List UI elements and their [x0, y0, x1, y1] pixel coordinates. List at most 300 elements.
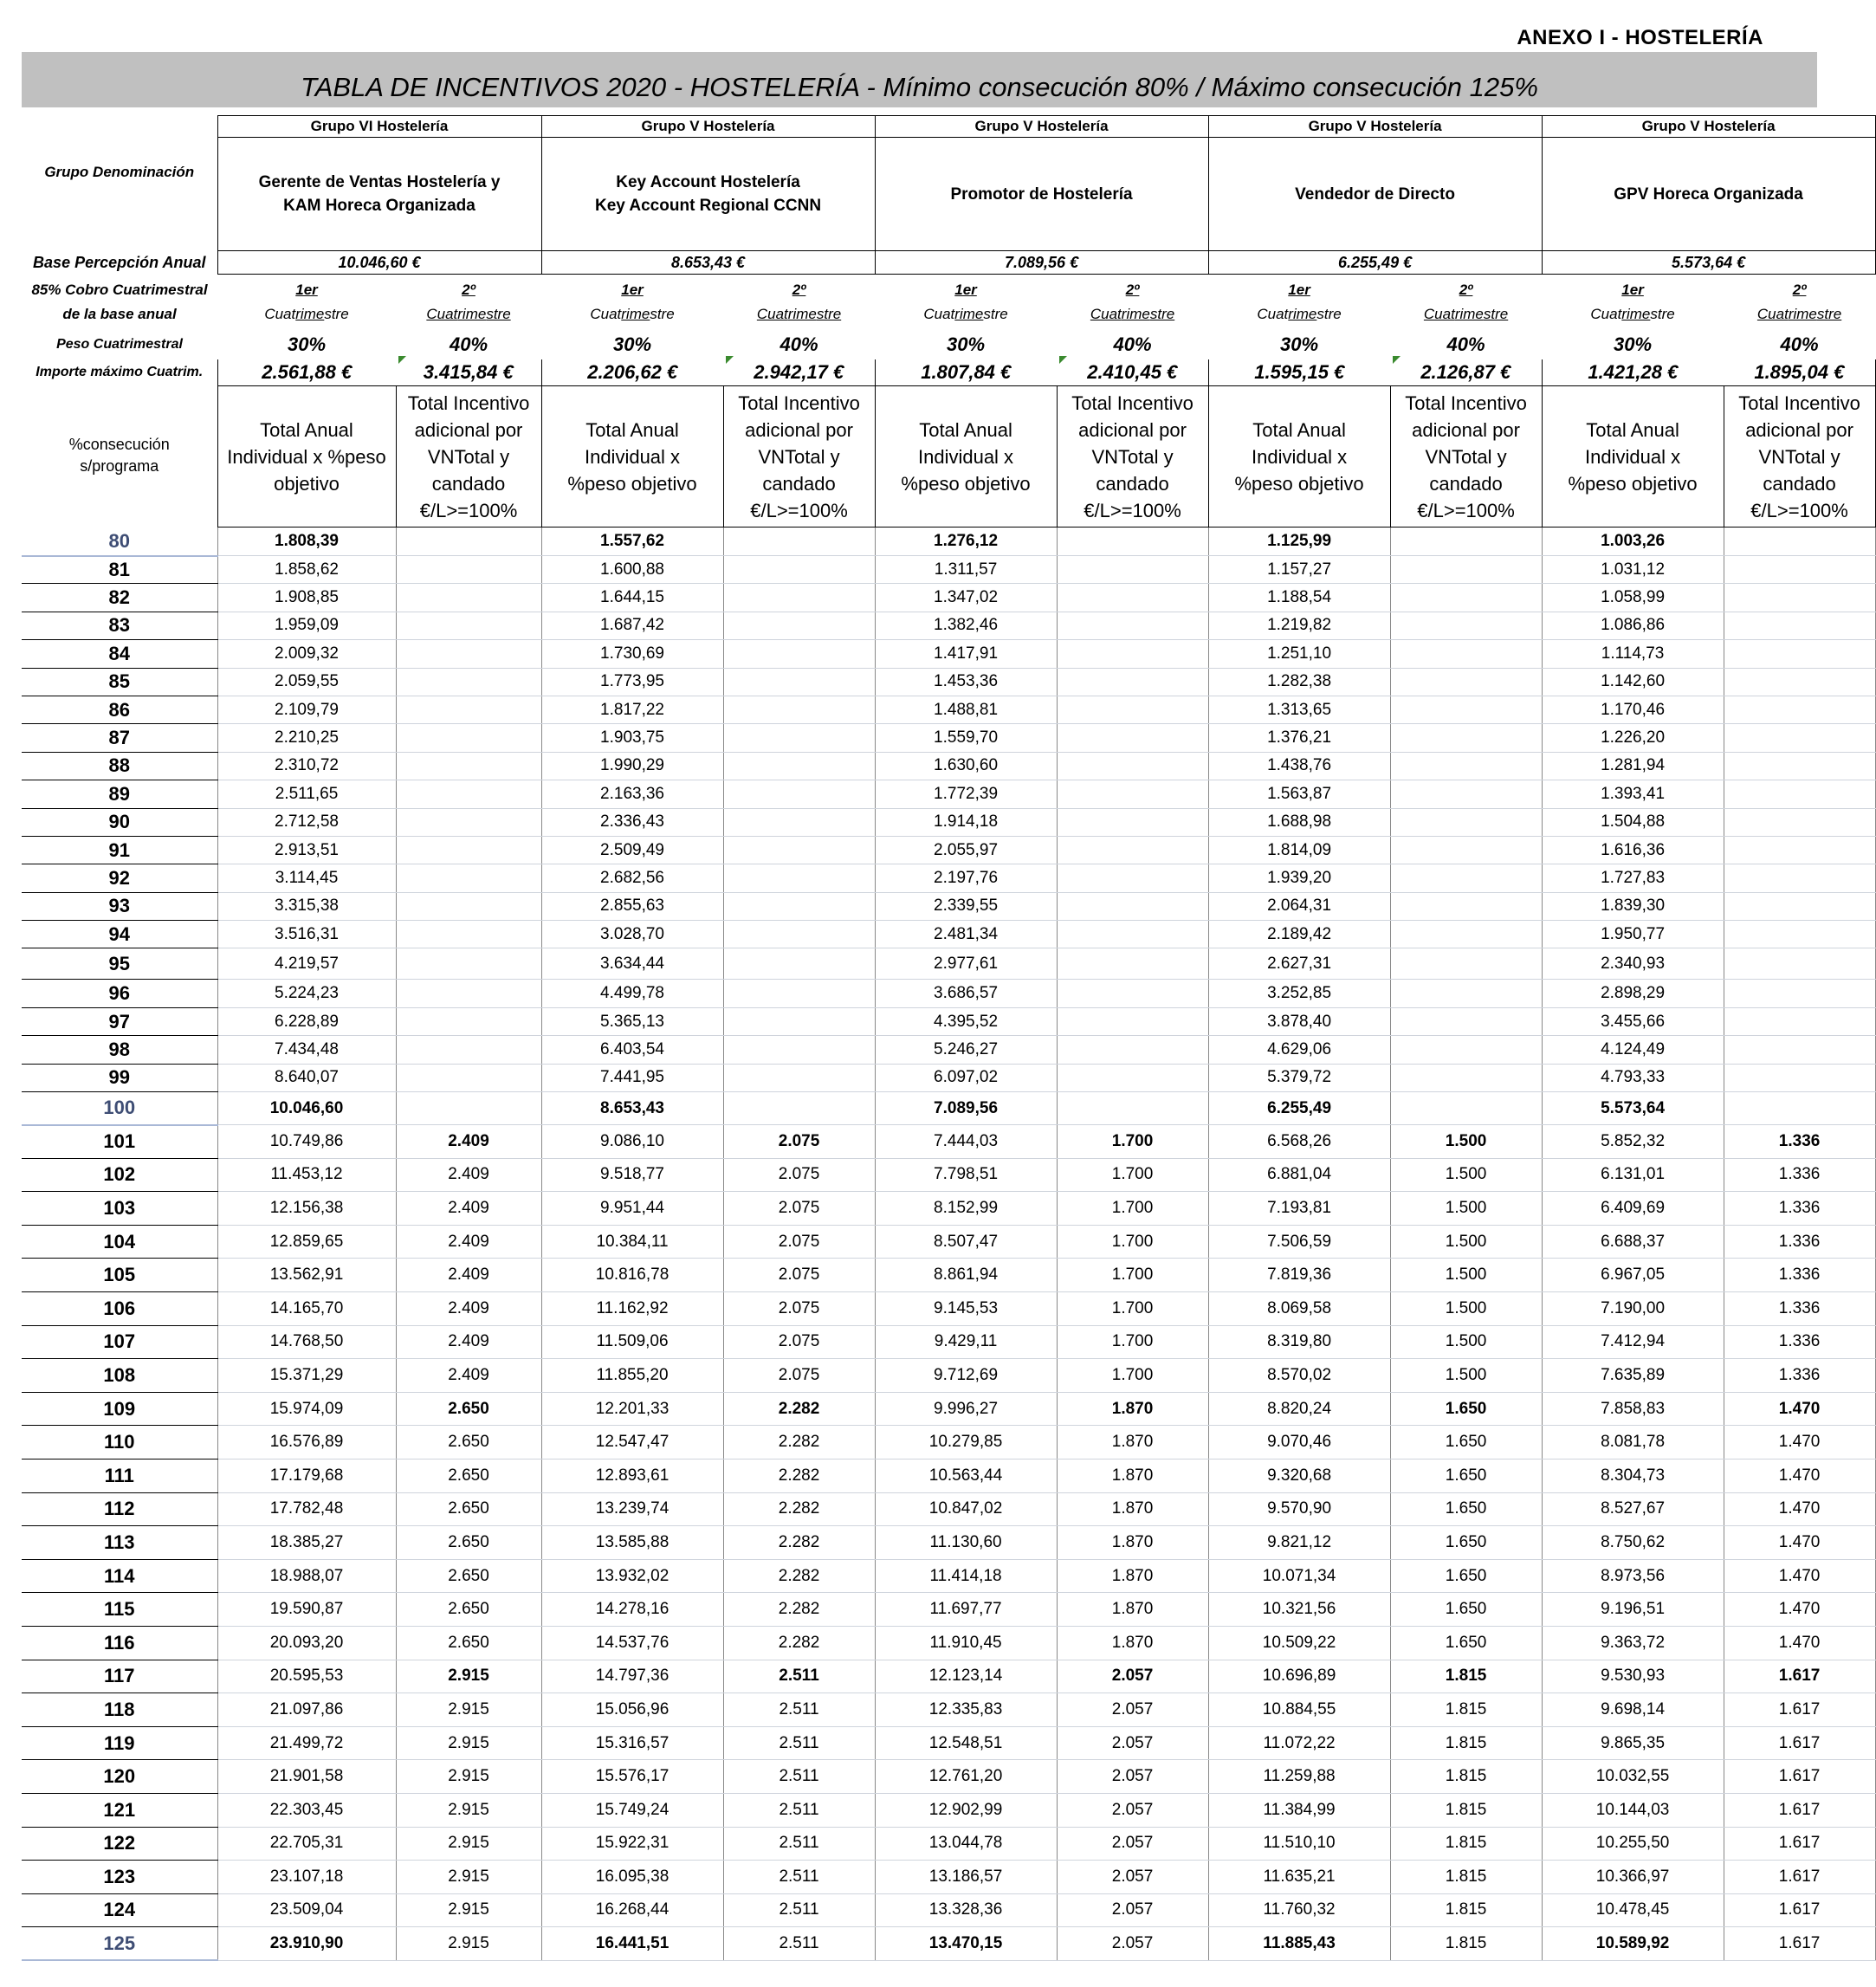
table-cell: 1.563,87	[1208, 780, 1390, 808]
table-cell: 1.730,69	[541, 640, 723, 668]
table-cell: 2.650	[396, 1426, 541, 1460]
table-cell: 2.057	[1057, 1861, 1208, 1894]
table-cell: 12.761,20	[875, 1760, 1057, 1794]
table-cell	[1390, 1036, 1542, 1064]
table-cell: 5.224,23	[217, 980, 396, 1007]
table-cell: 6.255,49	[1208, 1092, 1390, 1125]
word-part: rime	[787, 306, 817, 322]
table-cell: 15.316,57	[541, 1726, 723, 1760]
word-part: Cuat	[1090, 306, 1122, 322]
table-cell: 2.064,31	[1208, 892, 1390, 920]
table-cell: 15.371,29	[217, 1359, 396, 1393]
table-cell: 21.901,58	[217, 1760, 396, 1794]
row-percent-label: 100	[22, 1092, 217, 1125]
table-row	[22, 1459, 1875, 1492]
table-cell: 2.650	[396, 1459, 541, 1492]
header-line: adicional por	[1078, 418, 1187, 441]
base-value: 6.255,49 €	[1208, 251, 1542, 275]
table-cell: 10.144,03	[1542, 1793, 1724, 1827]
table-row	[22, 1559, 1875, 1593]
header-line: €/L>=100%	[750, 499, 848, 521]
table-cell	[396, 921, 541, 948]
table-cell	[1724, 780, 1875, 808]
row-percent-label: 122	[22, 1827, 217, 1861]
table-cell: 10.071,34	[1208, 1559, 1390, 1593]
table-cell: 1.617	[1724, 1927, 1875, 1961]
table-cell: 2.059,55	[217, 668, 396, 696]
table-cell	[1057, 584, 1208, 612]
cuatrimestre-cell	[1390, 275, 1542, 331]
peso-value: 40%	[449, 333, 488, 355]
table-cell: 10.563,44	[875, 1459, 1057, 1492]
row-percent-label: 87	[22, 724, 217, 752]
table-cell: 13.562,91	[217, 1259, 396, 1292]
row-percent-label: 109	[22, 1392, 217, 1426]
table-cell	[1390, 668, 1542, 696]
table-cell: 1.903,75	[541, 724, 723, 752]
word-part: rime	[1121, 306, 1150, 322]
table-cell: 1.311,57	[875, 556, 1057, 584]
table-cell	[1390, 696, 1542, 723]
table-cell: 2.977,61	[875, 948, 1057, 980]
table-cell: 2.409	[396, 1192, 541, 1226]
row-percent-label: 125	[22, 1927, 217, 1961]
word-part: Cuat	[264, 306, 296, 322]
table-cell: 2.075	[723, 1292, 875, 1326]
table-cell: 2.511	[723, 1726, 875, 1760]
table-cell	[723, 696, 875, 723]
table-cell: 1.336	[1724, 1292, 1875, 1326]
header-line: candado	[1096, 472, 1169, 495]
incentive-table	[22, 115, 1876, 1961]
table-row	[22, 527, 1875, 556]
table-cell: 12.893,61	[541, 1459, 723, 1492]
consecucion-line: s/programa	[80, 457, 159, 475]
table-cell: 1.959,09	[217, 612, 396, 639]
table-cell: 1.336	[1724, 1359, 1875, 1393]
table-cell: 1.282,38	[1208, 668, 1390, 696]
table-cell: 2.915	[396, 1660, 541, 1693]
table-cell	[1057, 980, 1208, 1007]
table-row	[22, 668, 1875, 696]
table-cell	[1724, 556, 1875, 584]
table-cell: 17.782,48	[217, 1492, 396, 1526]
table-cell: 2.282	[723, 1559, 875, 1593]
table-cell: 3.878,40	[1208, 1007, 1390, 1035]
table-cell: 1.504,88	[1542, 808, 1724, 836]
table-row	[22, 892, 1875, 920]
table-cell: 2.057	[1057, 1793, 1208, 1827]
table-cell: 1.908,85	[217, 584, 396, 612]
table-cell	[1390, 892, 1542, 920]
peso-value: 30%	[287, 333, 327, 355]
header-line: objetivo	[274, 472, 340, 495]
row-percent-label: 91	[22, 836, 217, 864]
table-row	[22, 1392, 1875, 1426]
table-cell	[1390, 527, 1542, 556]
cuatrimestre-ordinal: 1er	[295, 282, 318, 298]
table-cell: 4.395,52	[875, 1007, 1057, 1035]
peso-value: 30%	[947, 333, 986, 355]
table-cell: 15.576,17	[541, 1760, 723, 1794]
word-part: Cuat	[923, 306, 955, 322]
table-cell: 10.046,60	[217, 1092, 396, 1125]
table-cell: 6.967,05	[1542, 1259, 1724, 1292]
table-cell: 13.932,02	[541, 1559, 723, 1593]
table-cell: 1.617	[1724, 1893, 1875, 1927]
table-cell	[396, 752, 541, 780]
table-cell: 9.996,27	[875, 1392, 1057, 1426]
table-cell: 2.511	[723, 1760, 875, 1794]
importe-value: 2.561,88 €	[217, 359, 396, 386]
row-percent-label: 107	[22, 1325, 217, 1359]
table-cell: 4.629,06	[1208, 1036, 1390, 1064]
table-cell: 1.650	[1390, 1526, 1542, 1560]
table-cell	[1724, 696, 1875, 723]
row-percent-label: 123	[22, 1861, 217, 1894]
table-cell	[396, 556, 541, 584]
word-part: stre	[983, 306, 1008, 322]
table-cell: 1.650	[1390, 1626, 1542, 1660]
header-line: adicional por	[1745, 418, 1853, 441]
table-cell: 1.817,22	[541, 696, 723, 723]
cuatrimestre-word	[396, 302, 541, 327]
table-cell: 1.815	[1390, 1726, 1542, 1760]
table-cell: 1.470	[1724, 1593, 1875, 1627]
word-part: Cuat	[1756, 306, 1789, 322]
table-cell: 2.915	[396, 1793, 541, 1827]
table-cell: 6.097,02	[875, 1064, 1057, 1091]
table-cell: 2.057	[1057, 1827, 1208, 1861]
row-percent-label: 99	[22, 1064, 217, 1091]
table-cell: 12.548,51	[875, 1726, 1057, 1760]
table-cell: 2.915	[396, 1726, 541, 1760]
table-cell: 11.510,10	[1208, 1827, 1390, 1861]
table-cell: 4.124,49	[1542, 1036, 1724, 1064]
row-percent-label: 83	[22, 612, 217, 639]
table-cell	[1057, 948, 1208, 980]
table-cell: 6.409,69	[1542, 1192, 1724, 1226]
table-cell: 2.511	[723, 1927, 875, 1961]
table-cell: 9.698,14	[1542, 1693, 1724, 1727]
table-cell: 18.988,07	[217, 1559, 396, 1593]
table-cell: 9.518,77	[541, 1158, 723, 1192]
row-percent-label: 81	[22, 556, 217, 584]
table-cell	[1390, 584, 1542, 612]
table-cell: 1.990,29	[541, 752, 723, 780]
table-cell: 2.282	[723, 1626, 875, 1660]
table-cell: 1.500	[1390, 1259, 1542, 1292]
importe-value: 1.807,84 €	[875, 359, 1057, 386]
table-cell: 1.500	[1390, 1325, 1542, 1359]
cuatrimestre-cell	[396, 275, 541, 331]
table-cell: 1.125,99	[1208, 527, 1390, 556]
table-cell	[1724, 668, 1875, 696]
table-cell: 1.500	[1390, 1192, 1542, 1226]
word-part: Cuat	[1423, 306, 1455, 322]
table-cell: 10.816,78	[541, 1259, 723, 1292]
table-row	[22, 1927, 1875, 1961]
table-cell: 13.328,36	[875, 1893, 1057, 1927]
table-cell: 2.712,58	[217, 808, 396, 836]
table-cell: 1.617	[1724, 1793, 1875, 1827]
table-cell: 1.870	[1057, 1392, 1208, 1426]
table-cell	[1057, 1064, 1208, 1091]
table-cell: 1.617	[1724, 1660, 1875, 1693]
table-cell: 1.808,39	[217, 527, 396, 556]
table-cell: 8.319,80	[1208, 1325, 1390, 1359]
header-line: Total Incentivo	[407, 392, 530, 414]
header-total-incentivo	[396, 386, 541, 527]
table-cell: 11.414,18	[875, 1559, 1057, 1593]
table-cell: 8.820,24	[1208, 1392, 1390, 1426]
table-cell: 1.650	[1390, 1426, 1542, 1460]
table-cell: 1.453,36	[875, 668, 1057, 696]
importe-row	[22, 359, 1875, 386]
table-cell: 1.617	[1724, 1726, 1875, 1760]
table-cell: 1.688,98	[1208, 808, 1390, 836]
table-cell: 2.915	[396, 1861, 541, 1894]
table-cell	[1390, 980, 1542, 1007]
header-line: €/L>=100%	[1084, 499, 1181, 521]
table-cell: 10.884,55	[1208, 1693, 1390, 1727]
denomination	[217, 138, 541, 251]
row-percent-label: 119	[22, 1726, 217, 1760]
table-cell	[1057, 1092, 1208, 1125]
table-cell	[396, 1036, 541, 1064]
table-cell: 2.075	[723, 1125, 875, 1159]
table-cell	[1724, 836, 1875, 864]
table-cell: 11.130,60	[875, 1526, 1057, 1560]
table-cell: 1.815	[1390, 1927, 1542, 1961]
table-cell: 9.712,69	[875, 1359, 1057, 1393]
table-row	[22, 1092, 1875, 1125]
table-cell: 2.682,56	[541, 864, 723, 892]
importe-value: 2.942,17 €	[723, 359, 875, 386]
table-cell: 13.470,15	[875, 1927, 1057, 1961]
word-part: Cuat	[1590, 306, 1622, 322]
table-cell: 10.255,50	[1542, 1827, 1724, 1861]
table-cell: 2.163,36	[541, 780, 723, 808]
table-cell: 9.821,12	[1208, 1526, 1390, 1560]
table-cell: 2.511	[723, 1693, 875, 1727]
denomination-line: Key Account Hostelería	[616, 173, 800, 191]
table-row	[22, 1325, 1875, 1359]
header-total-anual	[875, 386, 1057, 527]
header-total-incentivo	[1057, 386, 1208, 527]
table-cell: 14.797,36	[541, 1660, 723, 1693]
table-cell: 1.470	[1724, 1426, 1875, 1460]
table-cell	[723, 948, 875, 980]
header-line: adicional por	[745, 418, 853, 441]
table-cell: 11.697,77	[875, 1593, 1057, 1627]
table-cell: 1.470	[1724, 1459, 1875, 1492]
denomination-row	[22, 138, 1875, 251]
table-cell	[723, 556, 875, 584]
table-cell: 12.859,65	[217, 1225, 396, 1259]
row-percent-label: 82	[22, 584, 217, 612]
table-cell: 8.653,43	[541, 1092, 723, 1125]
table-cell: 8.640,07	[217, 1064, 396, 1091]
comment-marker-icon	[398, 356, 406, 364]
table-cell	[1724, 1064, 1875, 1091]
table-cell: 20.093,20	[217, 1626, 396, 1660]
table-cell: 1.650	[1390, 1492, 1542, 1526]
table-cell: 2.627,31	[1208, 948, 1390, 980]
table-cell: 11.072,22	[1208, 1726, 1390, 1760]
cuatrimestre-word	[875, 302, 1057, 327]
table-cell	[1057, 724, 1208, 752]
table-cell: 1.393,41	[1542, 780, 1724, 808]
table-cell: 1.170,46	[1542, 696, 1724, 723]
table-cell: 2.409	[396, 1125, 541, 1159]
table-row	[22, 1693, 1875, 1727]
table-row	[22, 1893, 1875, 1927]
table-cell: 9.196,51	[1542, 1593, 1724, 1627]
importe-value: 2.126,87 €	[1390, 359, 1542, 386]
table-row	[22, 1793, 1875, 1827]
row-percent-label: 98	[22, 1036, 217, 1064]
table-cell	[1724, 584, 1875, 612]
table-row	[22, 640, 1875, 668]
table-cell: 1.773,95	[541, 668, 723, 696]
row-percent-label: 94	[22, 921, 217, 948]
table-cell	[396, 948, 541, 980]
table-cell: 8.152,99	[875, 1192, 1057, 1226]
table-cell: 2.336,43	[541, 808, 723, 836]
table-cell: 23.509,04	[217, 1893, 396, 1927]
header-line: VNTotal y	[1758, 445, 1840, 468]
table-cell	[723, 612, 875, 639]
table-cell: 1.157,27	[1208, 556, 1390, 584]
table-cell	[723, 980, 875, 1007]
word-part: Cuat	[1257, 306, 1289, 322]
table-cell: 1.336	[1724, 1158, 1875, 1192]
importe-value: 2.206,62 €	[541, 359, 723, 386]
row-percent-label: 113	[22, 1526, 217, 1560]
table-row	[22, 724, 1875, 752]
table-cell: 11.635,21	[1208, 1861, 1390, 1894]
table-cell: 2.915	[396, 1893, 541, 1927]
row-percent-label: 108	[22, 1359, 217, 1393]
cuatrimestre-ordinal: 1er	[621, 282, 644, 298]
table-cell: 5.852,32	[1542, 1125, 1724, 1159]
table-cell: 1.336	[1724, 1192, 1875, 1226]
table-cell: 1.488,81	[875, 696, 1057, 723]
table-cell: 2.650	[396, 1392, 541, 1426]
table-cell: 1.687,42	[541, 612, 723, 639]
table-cell	[723, 892, 875, 920]
table-cell: 3.516,31	[217, 921, 396, 948]
header-line: VNTotal y	[1425, 445, 1507, 468]
table-cell: 2.409	[396, 1259, 541, 1292]
row-percent-label: 120	[22, 1760, 217, 1794]
row-percent-label: 117	[22, 1660, 217, 1693]
table-cell: 10.847,02	[875, 1492, 1057, 1526]
table-cell: 2.057	[1057, 1660, 1208, 1693]
denomination	[541, 138, 875, 251]
table-cell: 21.097,86	[217, 1693, 396, 1727]
table-cell: 2.481,34	[875, 921, 1057, 948]
table-cell	[1390, 752, 1542, 780]
table-cell: 10.749,86	[217, 1125, 396, 1159]
word-part: rime	[954, 306, 984, 322]
word-part: stre	[816, 306, 842, 322]
table-cell	[723, 584, 875, 612]
table-cell	[1057, 864, 1208, 892]
word-part: rime	[295, 306, 325, 322]
cuatrimestre-word	[1542, 302, 1724, 327]
table-cell	[396, 836, 541, 864]
table-row	[22, 1861, 1875, 1894]
table-cell	[1390, 780, 1542, 808]
table-cell: 21.499,72	[217, 1726, 396, 1760]
table-cell: 1.858,62	[217, 556, 396, 584]
table-row	[22, 1292, 1875, 1326]
table-cell: 1.870	[1057, 1593, 1208, 1627]
table-cell: 1.700	[1057, 1192, 1208, 1226]
table-cell: 15.056,96	[541, 1693, 723, 1727]
table-cell: 2.057	[1057, 1760, 1208, 1794]
table-row	[22, 1192, 1875, 1226]
header-line: candado	[1763, 472, 1836, 495]
table-cell: 7.089,56	[875, 1092, 1057, 1125]
peso-value: 40%	[1780, 333, 1819, 355]
table-cell: 6.881,04	[1208, 1158, 1390, 1192]
header-total-incentivo	[1724, 386, 1875, 527]
table-row	[22, 612, 1875, 639]
table-cell: 11.885,43	[1208, 1927, 1390, 1961]
header-line: Total Incentivo	[738, 392, 860, 414]
table-cell: 7.819,36	[1208, 1259, 1390, 1292]
row-percent-label: 96	[22, 980, 217, 1007]
cuatrimestre-ordinal: 2º	[1792, 282, 1807, 298]
peso-value: 40%	[1113, 333, 1152, 355]
table-cell: 1.142,60	[1542, 668, 1724, 696]
table-cell: 5.573,64	[1542, 1092, 1724, 1125]
table-cell: 2.339,55	[875, 892, 1057, 920]
table-cell: 2.409	[396, 1292, 541, 1326]
word-part: rime	[1621, 306, 1651, 322]
table-cell	[723, 724, 875, 752]
table-row	[22, 1064, 1875, 1091]
comment-marker-icon	[1059, 356, 1067, 364]
table-cell: 10.321,56	[1208, 1593, 1390, 1627]
page-title: TABLA DE INCENTIVOS 2020 - HOSTELERÍA - Mínimo consecución 80% / Máximo consecución 125%	[301, 72, 1538, 102]
row-percent-label: 103	[22, 1192, 217, 1226]
table-cell: 1.003,26	[1542, 527, 1724, 556]
header-line: %peso objetivo	[1234, 472, 1364, 495]
peso-label: Peso Cuatrimestral	[56, 337, 183, 352]
peso-value: 30%	[1280, 333, 1319, 355]
table-cell	[1724, 1092, 1875, 1125]
header-total-anual	[1542, 386, 1724, 527]
table-row	[22, 1036, 1875, 1064]
base-value: 8.653,43 €	[541, 251, 875, 275]
cuatrimestre-word	[1057, 302, 1208, 327]
peso-value: 40%	[1446, 333, 1485, 355]
header-line: Total Anual	[919, 418, 1012, 441]
table-cell	[1057, 696, 1208, 723]
table-cell: 6.688,37	[1542, 1225, 1724, 1259]
table-cell	[1724, 752, 1875, 780]
base-row	[22, 251, 1875, 275]
table-cell	[723, 1092, 875, 1125]
table-cell	[1057, 752, 1208, 780]
table-cell	[396, 527, 541, 556]
table-row	[22, 696, 1875, 723]
cuatrimestre-word	[723, 302, 875, 327]
